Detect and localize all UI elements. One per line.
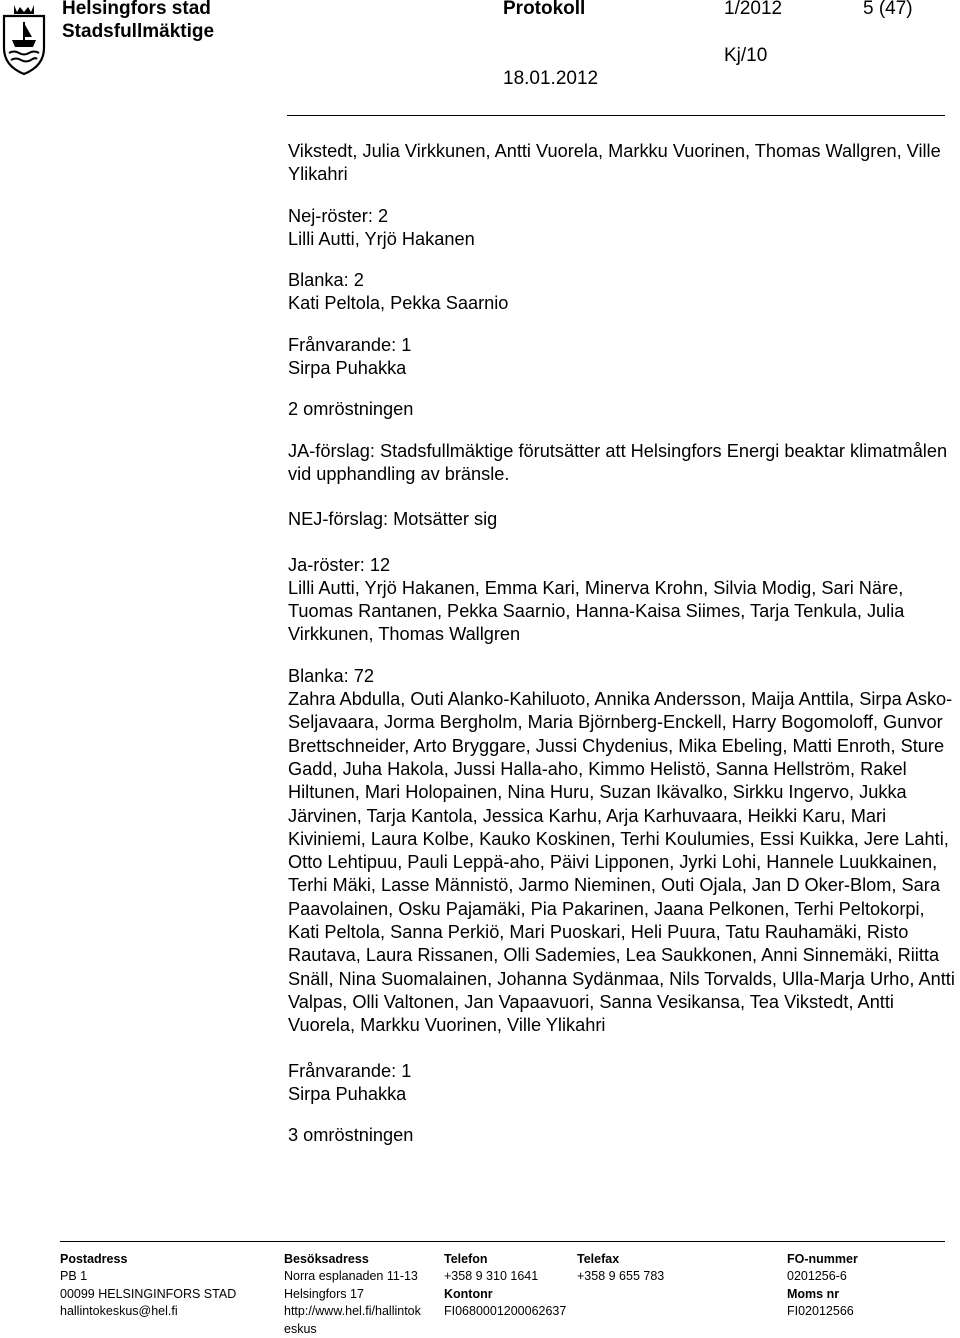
- footer-business-id-label: FO-nummer: [787, 1252, 858, 1266]
- footer-postal-city: 00099 HELSINGINFORS STAD: [60, 1286, 237, 1301]
- footer-vat-number: FI02012566: [787, 1304, 854, 1319]
- footer-visiting-label: Besöksadress: [284, 1252, 369, 1266]
- footer-vat-label: Moms nr: [787, 1286, 840, 1301]
- footer-email-link[interactable]: hallintokeskus@hel.fi: [60, 1304, 178, 1319]
- footer-phone-number: +358 9 310 1641: [444, 1269, 539, 1284]
- helsinki-coat-of-arms-logo: [2, 0, 46, 76]
- vote-round-2-title: 2 omröstningen: [288, 399, 414, 420]
- footer-account-label: Kontonr: [444, 1286, 493, 1301]
- vote-round-3-title: 3 omröstningen: [288, 1125, 414, 1146]
- footer-postal-box: PB 1: [60, 1269, 88, 1284]
- nej-votes-names: Lilli Autti, Yrjö Hakanen: [288, 228, 475, 249]
- header-document-type: Protokoll: [503, 0, 586, 19]
- header-document-number: 1/2012: [724, 0, 783, 19]
- footer-divider: [60, 1241, 945, 1242]
- header-divider: [287, 115, 945, 116]
- nej-proposal: NEJ-förslag: Motsätter sig: [288, 509, 498, 530]
- footer-business-id: [787, 1251, 858, 1321]
- footer-fax-label: Telefax: [577, 1252, 620, 1266]
- footer-business-id-value: 0201256-6: [787, 1269, 847, 1284]
- blank-votes-names: Kati Peltola, Pekka Saarnio: [288, 293, 509, 314]
- absent-count: Frånvarande: 1: [288, 334, 412, 355]
- header-section: Kj/10: [724, 45, 768, 66]
- footer-postal-address: [60, 1251, 236, 1321]
- header-organization: Helsingfors stad: [62, 0, 211, 19]
- absent-names-2: Sirpa Puhakka: [288, 1083, 407, 1104]
- header-body-name: Stadsfullmäktige: [62, 21, 215, 42]
- protocol-body: [288, 140, 956, 1147]
- footer-visiting-street: Norra esplanaden 11-13: [284, 1269, 418, 1284]
- footer-phone: [444, 1251, 566, 1321]
- blank-votes-names-2: Zahra Abdulla, Outi Alanko-Kahiluoto, Annika Andersson, Maija Anttila, Sirpa Asko-Seljavaara, Jorma Bergholm, Maria Björnberg-Enckell, Harry Bogomoloff, Gunvor Brettschneider, Arto Bryggare, Jussi Chydenius, Mika Ebeling, Matti Enroth, Sture Gadd, Juha Hakola, Jussi Halla-aho, Kimmo Helistö, Sanna Hellström, Rakel Hiltunen, Mari Holopainen, Nina Huru, Suzan Ikävalko, Sirkku Ingervo, Jukka Järvinen, Tarja Kantola, Jessica Karhu, Arja Karhuvaara, Heikki Karu, Mari Kiviniemi, Laura Kolbe, Kauko Koskinen, Terhi Koulumies, Essi Kuikka, Jere Lahti, Otto Lehtipuu, Pauli Leppä-aho, Päivi Lipponen, Jyrki Lohi, Hannele Luukkainen, Terhi Mäki, Lasse Männistö, Jarmo Nieminen, Outi Ojala, Jan D Oker-Blom, Sara Paavolainen, Osku Pajamäki, Pia Pakarinen, Jaana Pelkonen, Terhi Peltokorpi, Kati Peltola, Sanna Perkiö, Mari Puoskari, Heli Puura, Tatu Rauhamäki, Risto Rautava, Laura Rissanen, Olli Sademies, Lea Saukkonen, Anni Sinnemäki, Riitta Snäll, Nina Suomalainen, Johanna Sydänmaa, Nils Torvalds, Ulla-Marja Urho, Antti Valpas, Olli Valtonen, Jan Vapaavuori, Sanna Vesikansa, Tea Vikstedt, Antti Vuorela, Markku Vuorinen, Ville Ylikahri: [288, 689, 955, 1036]
- footer-postal-label: Postadress: [60, 1252, 128, 1266]
- ja-votes-count: Ja-röster: 12: [288, 554, 391, 575]
- footer-website-link[interactable]: http://www.hel.fi/hallintok: [284, 1304, 421, 1319]
- footer-website-link-cont[interactable]: eskus: [284, 1321, 317, 1336]
- ja-proposal: JA-förslag: Stadsfullmäktige förutsätter att Helsingfors Energi beaktar klimatmålen vid upphandling av bränsle.: [288, 440, 948, 484]
- blank-votes-count: Blanka: 2: [288, 270, 364, 291]
- ja-votes-names: Lilli Autti, Yrjö Hakanen, Emma Kari, Minerva Krohn, Silvia Modig, Sari Näre, Tuomas Rantanen, Pekka Saarnio, Hanna-Kaisa Siimes, Tarja Tenkula, Julia Virkkunen, Thomas Wallgren: [288, 577, 905, 645]
- footer-phone-label: Telefon: [444, 1252, 488, 1266]
- names-continued: Vikstedt, Julia Virkkunen, Antti Vuorela, Markku Vuorinen, Thomas Wallgren, Ville Ylikahri: [288, 141, 941, 185]
- footer-fax: [577, 1251, 664, 1286]
- header-date: 18.01.2012: [503, 68, 599, 89]
- footer-visiting-city: Helsingfors 17: [284, 1286, 364, 1301]
- nej-votes-count: Nej-röster: 2: [288, 205, 389, 226]
- footer-account-number: FI0680001200062637: [444, 1304, 567, 1319]
- header-page-number: 5 (47): [863, 0, 913, 19]
- absent-count-2: Frånvarande: 1: [288, 1060, 412, 1081]
- footer-fax-number: +358 9 655 783: [577, 1269, 665, 1284]
- footer-visiting-address: [284, 1251, 421, 1338]
- blank-votes-count-2: Blanka: 72: [288, 665, 374, 686]
- absent-names: Sirpa Puhakka: [288, 358, 407, 379]
